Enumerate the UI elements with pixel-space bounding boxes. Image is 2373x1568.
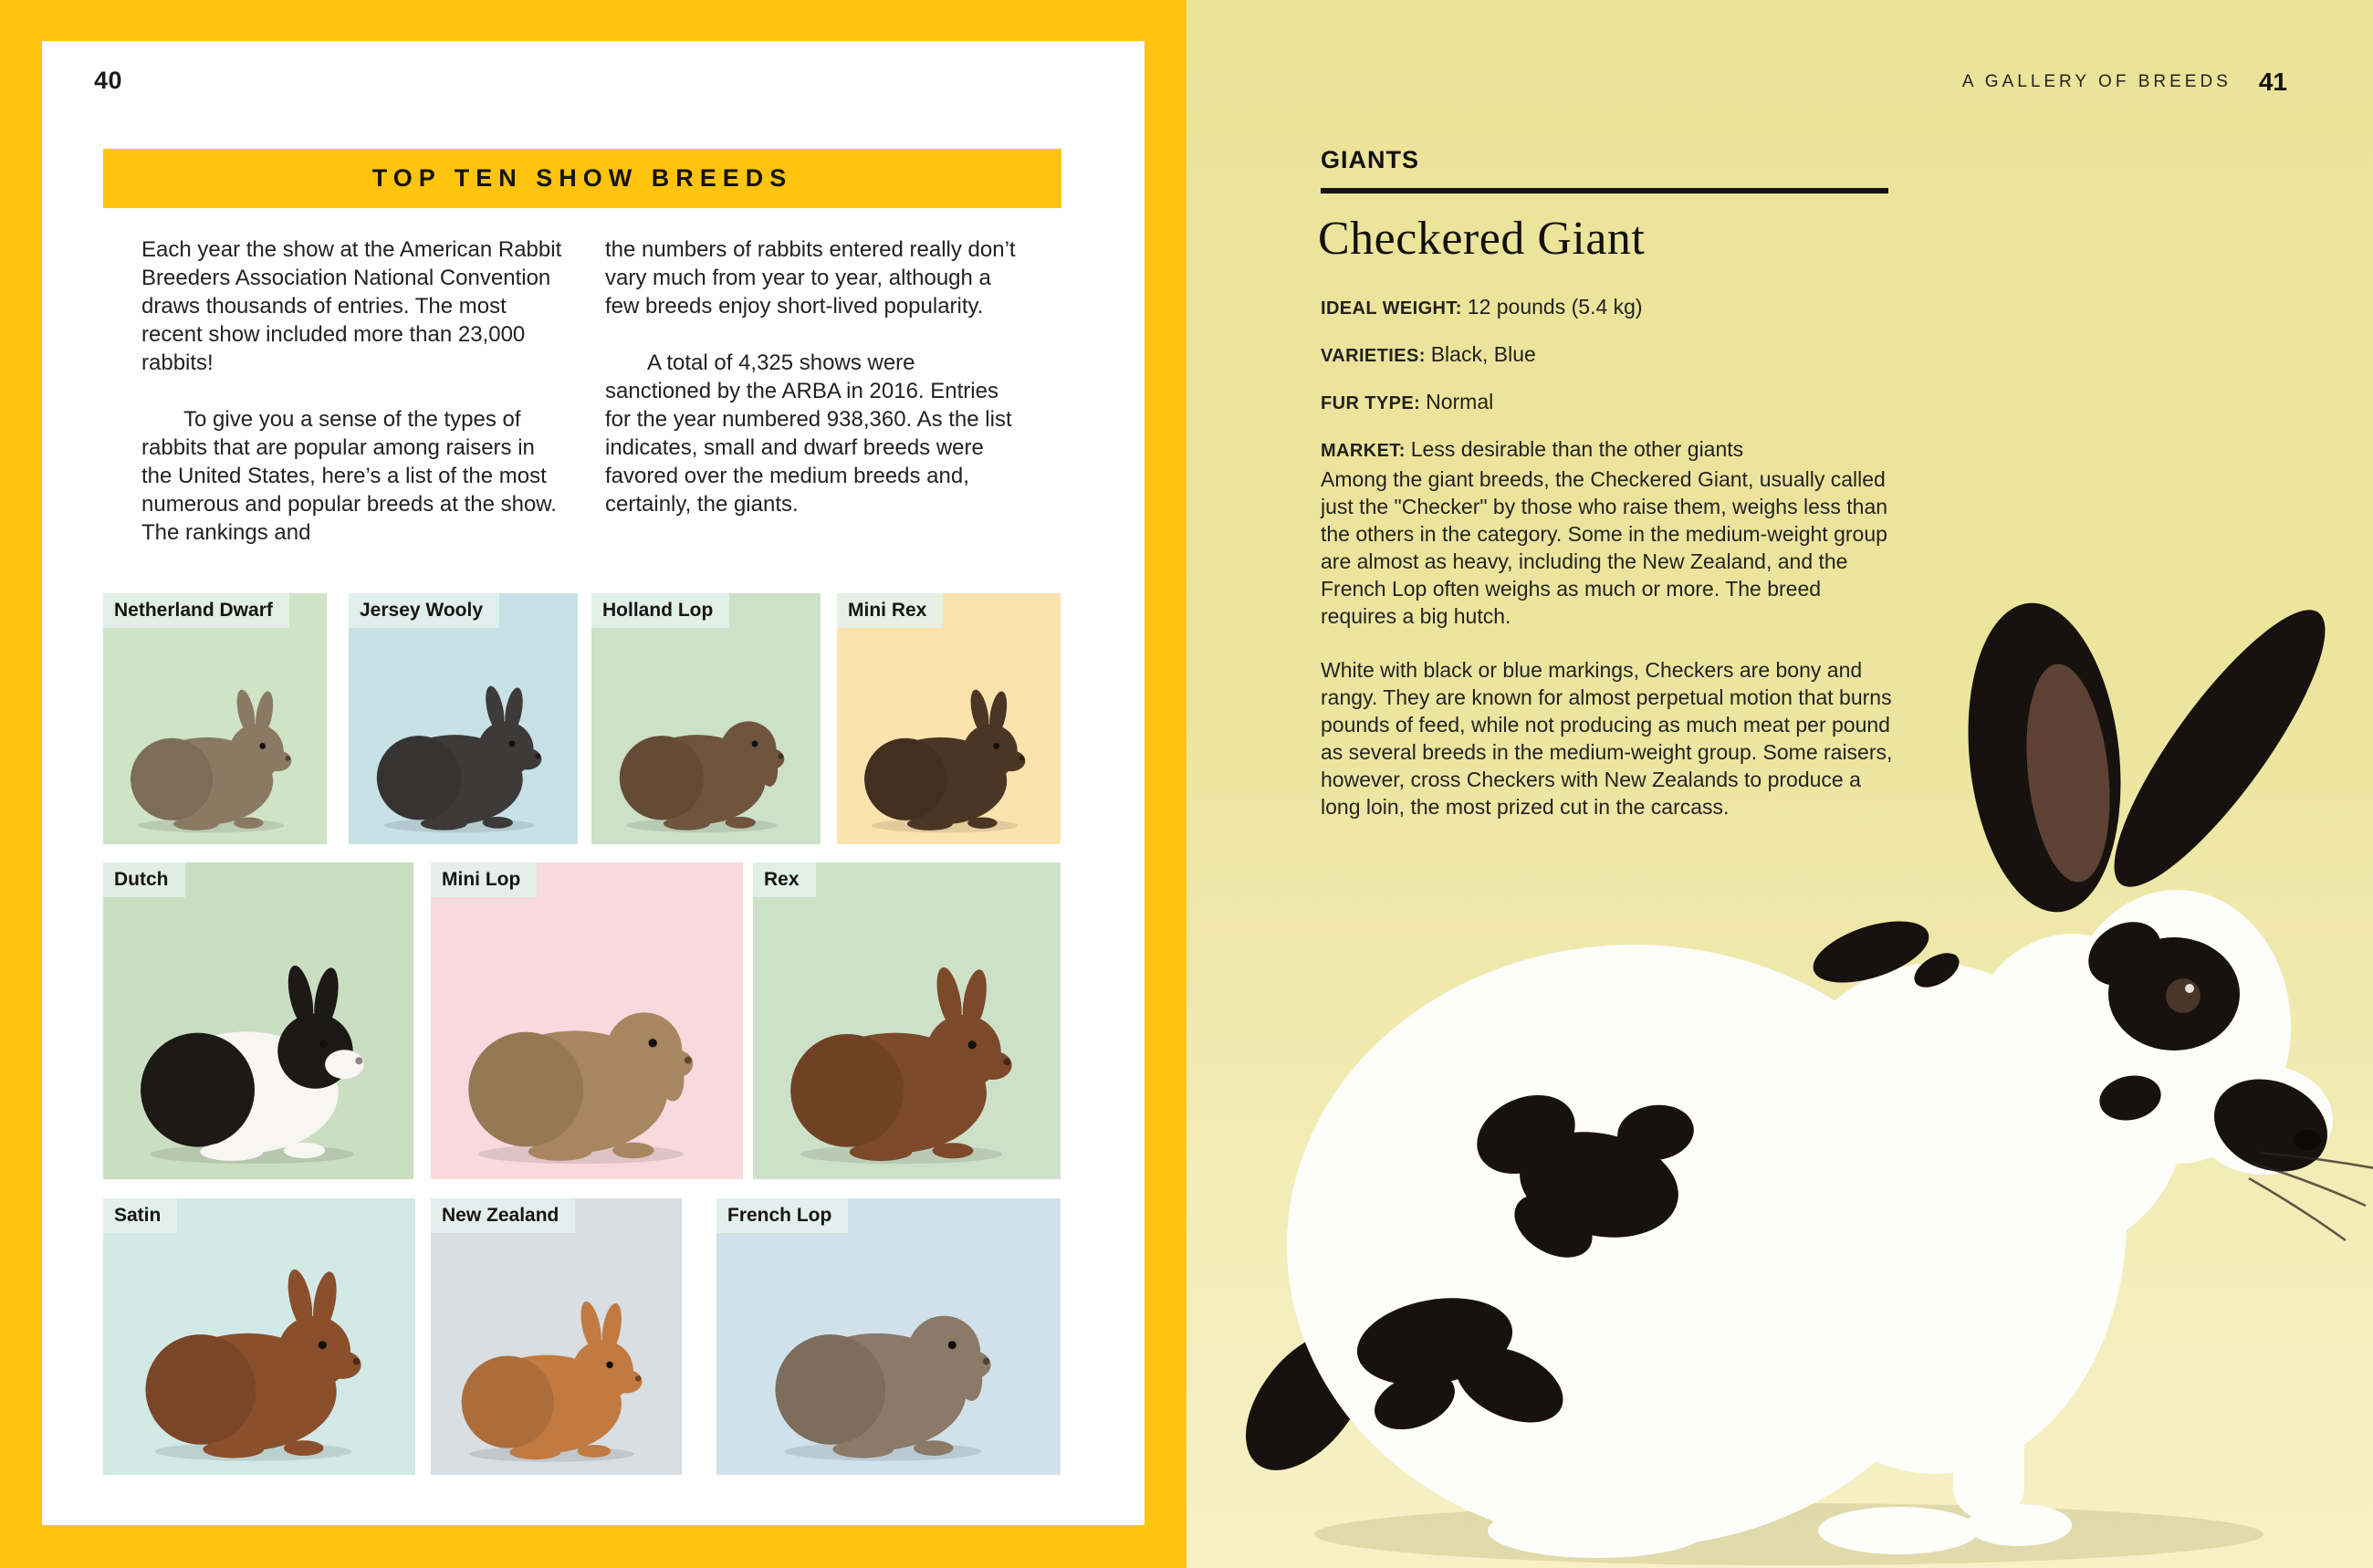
- breed-photo: [365, 656, 562, 837]
- breed-photo: [453, 942, 721, 1170]
- breed-label: [716, 1198, 848, 1233]
- spec-value: Less desirable than the other giants: [1410, 437, 1744, 461]
- breed-tile: [103, 862, 413, 1179]
- page-number-left: 40: [94, 67, 123, 94]
- breed-tile: [431, 862, 743, 1179]
- breed-name: Netherland Dwarf: [114, 600, 273, 621]
- breed-label: [103, 593, 289, 628]
- breed-label: [103, 862, 185, 897]
- paragraph: the numbers of rabbits entered really don’t vary much from year to year, although a few breeds enjoy short-lived popularity.: [605, 237, 1016, 319]
- breed-tile: [716, 1198, 1061, 1475]
- paragraph: Among the giant breeds, the Checkered Giant, usually called just the "Checker" by those who raise them, weighs less than the others in the category. Some in the medium-weight group are almost as heavy, including the New Zealand, and the French Lop often weighs as much or more. The breed requires a big hutch.: [1321, 467, 1888, 628]
- breed-label: [591, 593, 729, 628]
- breed-label: [103, 1198, 177, 1233]
- paragraph: A total of 4,325 shows were sanctioned by the ARBA in 2016. Entries for the year numbered 938,360. As the list indicates, small and dwarf breeds were favored over the medium breeds and, certainly, the giants.: [605, 350, 1012, 517]
- breed-title: Checkered Giant: [1318, 213, 1646, 265]
- section-heading: GIANTS: [1321, 146, 1420, 173]
- right-page: [1186, 0, 2373, 1568]
- spec-label: FUR TYPE:: [1321, 393, 1427, 413]
- breed-tile: [753, 862, 1061, 1179]
- breed-name: Mini Rex: [848, 600, 927, 621]
- breed-name: French Lop: [727, 1205, 832, 1226]
- breed-tile: [349, 593, 578, 844]
- spec-line: [1321, 296, 1905, 319]
- page-number-right: 41: [2258, 68, 2287, 96]
- breed-photo: [775, 942, 1040, 1170]
- breed-tile: [591, 593, 821, 844]
- breed-tile: [103, 1198, 415, 1475]
- breed-tile: [431, 1198, 682, 1475]
- spec-line: [1321, 391, 1905, 414]
- breed-name: Dutch: [114, 869, 169, 890]
- spec-value: Normal: [1426, 390, 1494, 413]
- breed-name: Rex: [764, 869, 800, 890]
- spec-label: IDEAL WEIGHT:: [1321, 298, 1468, 319]
- breed-name: Jersey Wooly: [360, 600, 484, 621]
- breed-label: [431, 862, 537, 897]
- breed-photo: [119, 656, 311, 837]
- spec-label: VARIETIES:: [1321, 346, 1431, 366]
- running-head-title: A GALLERY OF BREEDS: [1961, 72, 2232, 91]
- paragraph: Each year the show at the American Rabbit Breeders Association National Convention draws thousands of entries. The most recent show included more than 23,000 rabbits!: [141, 237, 562, 375]
- breed-name: Holland Lop: [602, 600, 714, 621]
- breed-name: Mini Lop: [442, 869, 521, 890]
- section-rule: [1321, 188, 1888, 193]
- spec-line: [1321, 438, 1905, 462]
- spec-line: [1321, 343, 1905, 367]
- breed-photo: [448, 1268, 664, 1467]
- spec-value: 12 pounds (5.4 kg): [1467, 295, 1643, 319]
- spec-label: MARKET:: [1321, 441, 1411, 461]
- breed-label: [837, 593, 943, 628]
- breed-photo: [608, 656, 805, 837]
- breed-description: [1321, 465, 1901, 847]
- running-head: [1962, 68, 2287, 97]
- breed-label: [431, 1198, 575, 1233]
- breed-tile: [103, 593, 327, 844]
- breed-photo: [740, 1268, 1036, 1467]
- breed-name: Satin: [114, 1205, 162, 1226]
- breed-name: New Zealand: [442, 1205, 559, 1226]
- breed-spec-list: [1321, 296, 1905, 486]
- breed-photo: [125, 1268, 393, 1467]
- paragraph: White with black or blue markings, Checkers are bony and rangy. They are known for almost perpetual motion that burns pounds of feed, while not producing as much meat per pound as several breeds in the medium-weight group. Some raisers, however, cross Checkers with New Zealands to produce a long loin, the most prized cut in the carcass.: [1321, 658, 1893, 819]
- intro-column-1: [141, 235, 563, 575]
- breed-label: [753, 862, 816, 897]
- breed-photo: [852, 656, 1045, 837]
- top-ten-banner: TOP TEN SHOW BREEDS: [103, 149, 1061, 208]
- breed-tile: [837, 593, 1061, 844]
- left-page: [42, 41, 1145, 1525]
- breed-label: [349, 593, 499, 628]
- spec-value: Black, Blue: [1430, 342, 1536, 366]
- paragraph: To give you a sense of the types of rabbits that are popular among raisers in the United States, here’s a list of the most numerous and popular breeds at the show. The rankings and: [141, 407, 557, 545]
- intro-column-2: [605, 235, 1027, 547]
- left-page-yellow-frame: [0, 0, 1186, 1568]
- breed-photo: [125, 942, 392, 1170]
